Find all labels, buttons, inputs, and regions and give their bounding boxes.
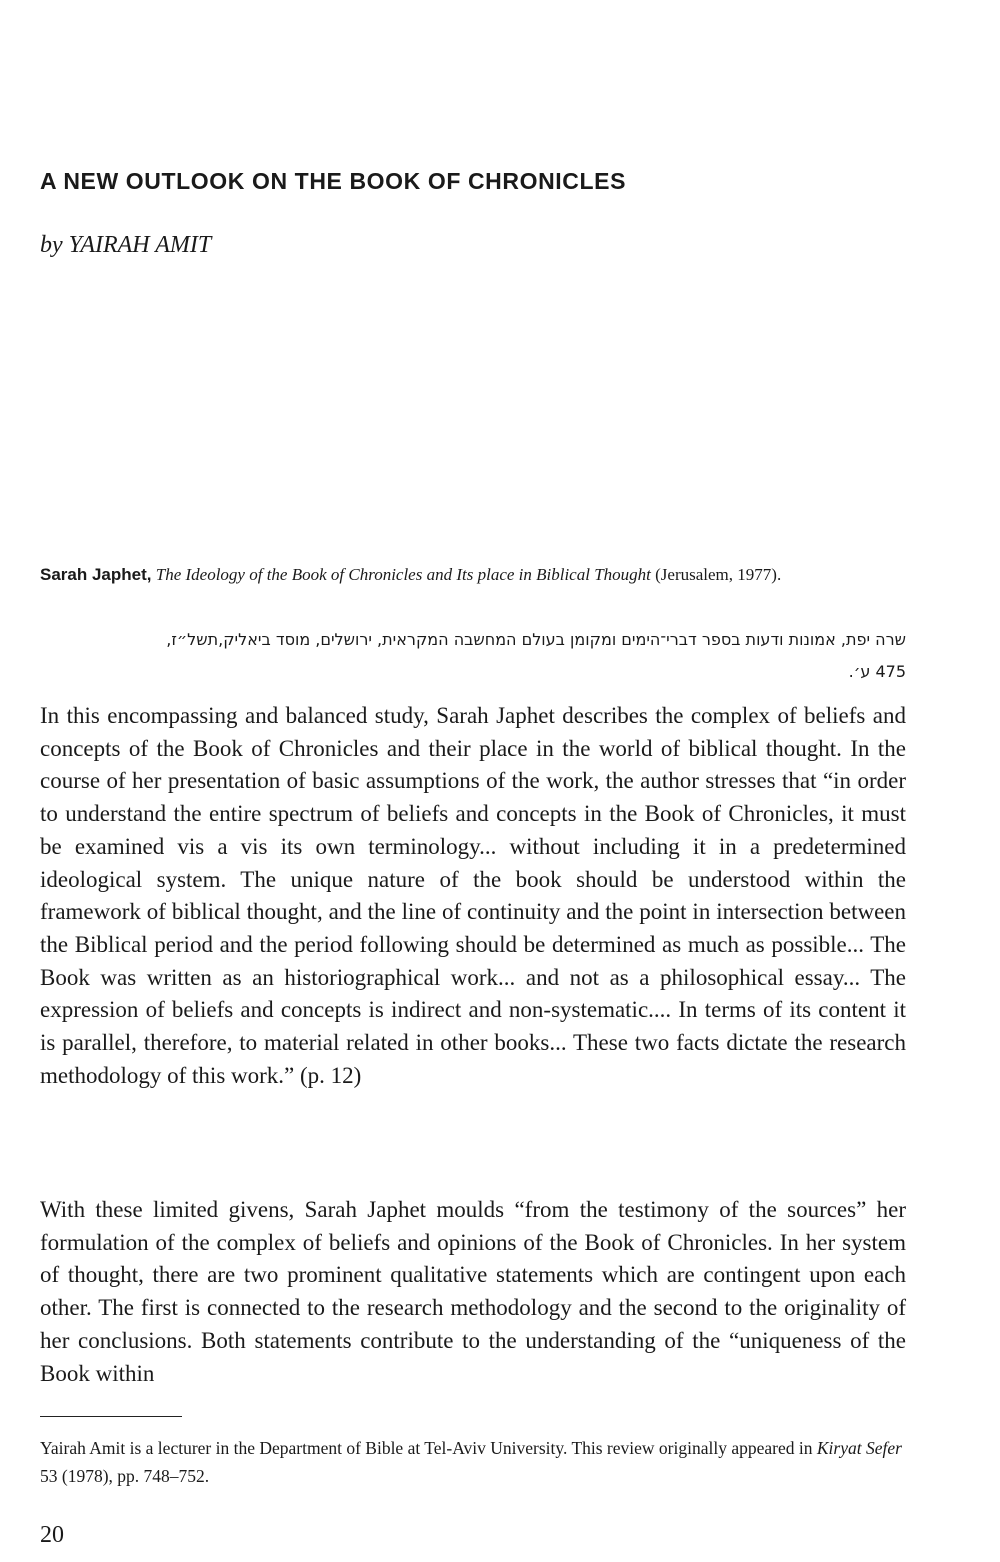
- hebrew-citation-line-2: 475 ע׳.: [848, 662, 906, 681]
- footnote-journal: Kiryat Sefer: [816, 1438, 902, 1458]
- article-title: A NEW OUTLOOK ON THE BOOK OF CHRONICLES: [40, 168, 627, 194]
- body-paragraph-2: With these limited givens, Sarah Japhet moulds “from the testimony of the sources” her formulation of the complex of beliefs and opinions of the Book of Chronicles. In her system of thought, there are two prominent qualitative statements which are contingent upon each other. The first is connected to the research methodology and the second to the originality of her conclusions. Both statements contribute to the understanding of the “uniqueness of the Book within: [40, 1197, 906, 1386]
- body-paragraph-1: In this encompassing and balanced study, Sarah Japhet describes the complex of beliefs and concepts of the Book of Chronicles and their place in the world of biblical thought. In the course of her presentation of basic assumptions of the work, the author stresses that “in order to understand the entire spectrum of beliefs and concepts in the Book of Chronicles, it must be examined vis a vis its own terminology... without including it in a predetermined ideological system. The unique nature of the book should be understood within the framework of biblical thought, and the line of continuity and the point in intersection between the Biblical period and the period following should be determined as much as possible... The Book was written as an historiographical work... and not as a philosophical essay... The expression of beliefs and concepts is indirect and non-systematic.... In terms of its content it is parallel, therefore, to material related in other books... These two facts dictate the research methodology of this work.” (p. 12): [40, 703, 906, 1088]
- byline-author: YAIRAH AMIT: [68, 232, 212, 258]
- footnote-text-after: 53 (1978), pp. 748–752.: [40, 1466, 210, 1486]
- citation-publication: (Jerusalem, 1977).: [655, 565, 782, 584]
- footnote-divider: [40, 1416, 182, 1417]
- hebrew-citation: [40, 624, 906, 688]
- citation-book-title: The Ideology of the Book of Chronicles and Its place in Biblical Thought: [155, 565, 651, 584]
- citation-author: Sarah Japhet,: [40, 565, 152, 584]
- page-number: 20: [40, 1522, 64, 1548]
- footnote: [40, 1434, 910, 1490]
- byline: [40, 232, 211, 259]
- byline-prefix: by: [40, 232, 63, 258]
- book-citation: [40, 563, 906, 587]
- footnote-text-before: Yairah Amit is a lecturer in the Department of Bible at Tel-Aviv University. This review originally appeared in: [40, 1438, 813, 1458]
- hebrew-citation-line-1: שרה יפת, אמונות ודעות בספר דברי־הימים ומקומן בעולם המחשבה המקראית, ירושלים, מוסד ביאליק,תשל״ז,: [166, 630, 906, 649]
